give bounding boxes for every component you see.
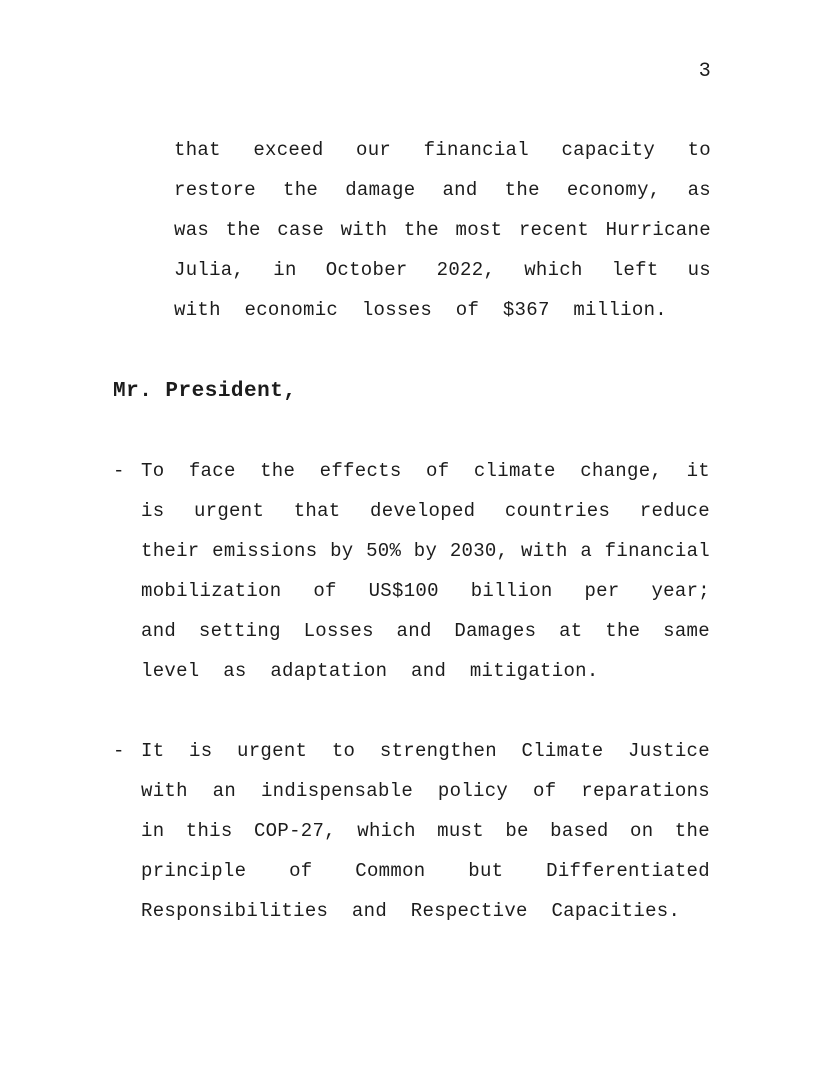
text-line — [141, 531, 710, 571]
word: Julia, — [174, 259, 245, 281]
word: the — [674, 820, 710, 842]
word: with — [141, 780, 188, 802]
word: year; — [651, 580, 710, 602]
word: and — [442, 179, 478, 201]
word: October — [325, 259, 408, 281]
word: of — [289, 860, 313, 882]
word: is — [189, 740, 213, 762]
word: on — [630, 820, 654, 842]
word: that — [174, 139, 221, 161]
bullet-text-2 — [141, 731, 710, 931]
word: with — [340, 219, 388, 241]
word: countries — [504, 500, 611, 522]
text-line — [141, 611, 710, 651]
word: developed — [370, 500, 476, 522]
bullet-dash: - — [113, 460, 125, 482]
word: effects — [319, 460, 402, 482]
text-line: level as adaptation and mitigation. — [141, 660, 599, 682]
word: a — [580, 540, 593, 562]
word: reduce — [639, 500, 710, 522]
word: US$100 — [368, 580, 439, 602]
word: left — [611, 259, 659, 281]
word: capacity — [561, 139, 656, 161]
word: the — [504, 179, 540, 201]
word: this — [185, 820, 233, 842]
word: the — [605, 620, 641, 642]
word: recent — [518, 219, 590, 241]
word: of — [313, 580, 337, 602]
word: Justice — [628, 740, 710, 762]
text-line — [141, 451, 710, 491]
text-line — [141, 771, 710, 811]
word: financial — [604, 540, 710, 562]
word: case — [277, 219, 325, 241]
word: the — [283, 179, 319, 201]
text-line — [141, 491, 710, 531]
text-line: Responsibilities and Respective Capacities. — [141, 900, 681, 922]
word: Common — [355, 860, 426, 882]
word: restore — [174, 179, 256, 201]
word: as — [687, 179, 711, 201]
text-line: with economic losses of $367 million. — [174, 299, 667, 321]
word: To — [141, 460, 165, 482]
word: per — [584, 580, 620, 602]
word: their — [141, 540, 200, 562]
word: 2030, — [449, 540, 509, 562]
body-paragraph — [174, 130, 711, 330]
word: economy, — [566, 179, 661, 201]
word: based — [550, 820, 609, 842]
word: by — [413, 540, 438, 562]
text-line — [174, 170, 711, 210]
word: same — [663, 620, 710, 642]
word: climate — [473, 460, 556, 482]
word: face — [188, 460, 236, 482]
word: with — [520, 540, 568, 562]
word: the — [225, 219, 261, 241]
word: urgent — [237, 740, 308, 762]
text-line — [174, 210, 711, 250]
bullet-text-1 — [141, 451, 710, 691]
word: to — [687, 139, 711, 161]
word: our — [356, 139, 392, 161]
word: the — [403, 219, 440, 241]
word: be — [505, 820, 529, 842]
word: in — [273, 259, 297, 281]
word: but — [468, 860, 504, 882]
word: change, — [580, 460, 663, 482]
salutation-heading: Mr. President, — [113, 380, 297, 403]
word: at — [559, 620, 583, 642]
word: damage — [345, 179, 416, 201]
word: most — [455, 219, 503, 241]
word: Damages — [454, 620, 537, 642]
page-number: 3 — [698, 60, 711, 83]
word: setting — [198, 620, 281, 642]
bullet-item-2 — [113, 731, 710, 931]
text-line — [141, 811, 710, 851]
word: an — [212, 780, 237, 802]
word: which — [524, 259, 583, 281]
word: indispensable — [260, 780, 414, 802]
word: is — [141, 500, 165, 522]
bullet-dash: - — [113, 740, 125, 762]
word: the — [260, 460, 296, 482]
word: strengthen — [379, 740, 497, 762]
bullet-item-1 — [113, 451, 710, 691]
word: urgent — [193, 500, 265, 522]
word: principle — [141, 860, 247, 882]
text-line — [141, 851, 710, 891]
word: 2022, — [436, 259, 496, 281]
word: financial — [423, 139, 529, 161]
word: emissions — [212, 540, 318, 562]
word: policy — [437, 780, 509, 802]
word: Climate — [521, 740, 604, 762]
word: mobilization — [141, 580, 282, 602]
word: billion — [470, 580, 553, 602]
word: and — [396, 620, 432, 642]
text-line — [174, 130, 711, 170]
text-line — [141, 731, 710, 771]
word: to — [331, 740, 356, 762]
word: and — [141, 620, 177, 642]
word: was — [174, 219, 210, 241]
word: 50% — [366, 540, 402, 562]
text-line — [141, 571, 710, 611]
word: of — [426, 460, 450, 482]
word: it — [686, 460, 710, 482]
text-line — [174, 250, 711, 290]
word: must — [437, 820, 484, 842]
word: which — [357, 820, 416, 842]
word: Losses — [303, 620, 374, 642]
word: in — [141, 820, 165, 842]
word: It — [141, 740, 165, 762]
word: COP-27, — [253, 820, 336, 842]
word: Hurricane — [605, 219, 711, 241]
word: exceed — [253, 139, 324, 161]
word: reparations — [581, 780, 710, 802]
word: Differentiated — [546, 860, 710, 882]
word: of — [533, 780, 557, 802]
word: that — [293, 500, 341, 522]
word: by — [330, 540, 354, 562]
word: us — [687, 259, 711, 281]
